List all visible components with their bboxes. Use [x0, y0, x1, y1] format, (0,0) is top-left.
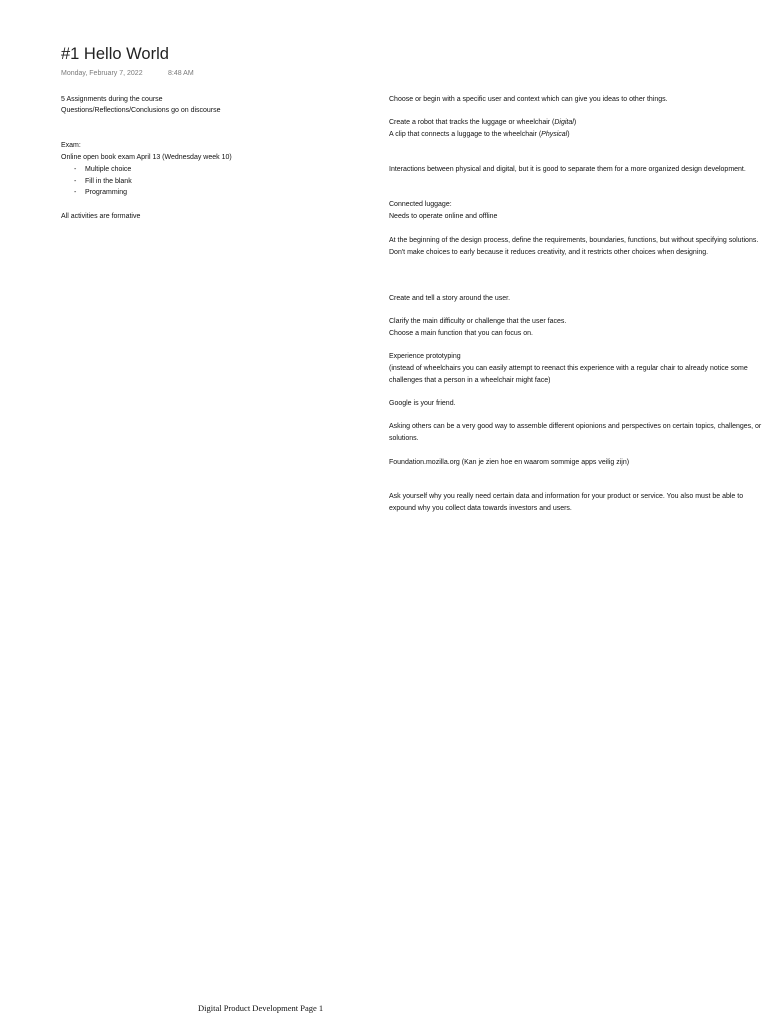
exam-type-label: Fill in the blank: [85, 178, 132, 185]
note-story: Create and tell a story around the user.: [389, 295, 511, 302]
note-wheelchair-reenact: (instead of wheelchairs you can easily attempt to reenact this experience with a regular chair to already notice some challenges that a person in a wheelchair might face): [389, 365, 748, 384]
exam-label: Exam:: [61, 142, 81, 149]
page-date: Monday, February 7, 2022: [61, 70, 143, 77]
note-online-offline: Needs to operate online and offline: [389, 213, 498, 220]
note-robot-text: Create a robot that tracks the luggage or wheelchair (: [389, 119, 555, 126]
note-mozilla: Foundation.mozilla.org (Kan je zien hoe en waarom sommige apps veilig zijn): [389, 459, 630, 466]
exam-type-item: [61, 176, 132, 188]
note-robot: [389, 117, 763, 129]
note-robot-close: ): [573, 119, 577, 126]
bullet-dash: -: [74, 189, 77, 196]
exam-type-item: [61, 164, 131, 176]
formative-note: All activities are formative: [61, 213, 141, 220]
note-experience-prototyping: Experience prototyping: [389, 353, 461, 360]
note-specific-user: Choose or begin with a specific user and context which can give you ideas to other things.: [389, 96, 668, 103]
note-clip-tag: Physical: [541, 131, 568, 138]
exam-detail: Online open book exam April 13 (Wednesday week 10): [61, 154, 232, 161]
note-clip: [389, 129, 763, 141]
exam-type-label: Programming: [85, 189, 128, 196]
note-robot-tag: Digital: [554, 119, 574, 126]
exam-type-label: Multiple choice: [85, 166, 132, 173]
page-footer: Digital Product Development Page 1: [198, 1003, 324, 1013]
page-title: #1 Hello World: [61, 45, 169, 63]
bullet-dash: -: [74, 166, 77, 173]
note-asking-others: Asking others can be a very good way to assemble different opionions and perspectives on certain topics, challenges, or solutions.: [389, 423, 762, 442]
note-design-process: At the beginning of the design process, define the requirements, boundaries, functions, but without specifying solutions. Don't make choices to early because it reduces creativity, and it restricts other choices when designing.: [389, 237, 759, 256]
note-clip-text: A clip that connects a luggage to the wheelchair (: [389, 131, 542, 138]
note-main-function: Choose a main function that you can focus on.: [389, 330, 533, 337]
note-difficulty: Clarify the main difficulty or challenge that the user faces.: [389, 318, 567, 325]
note-connected-luggage: Connected luggage:: [389, 201, 452, 208]
note-clip-close: ): [567, 131, 570, 138]
page-time: 8:48 AM: [168, 70, 194, 77]
assignments-note: 5 Assignments during the course: [61, 96, 163, 103]
exam-type-item: [61, 187, 127, 199]
note-interactions: Interactions between physical and digital, but it is good to separate them for a more organized design development.: [389, 166, 746, 173]
bullet-dash: -: [74, 178, 77, 185]
note-google: Google is your friend.: [389, 400, 456, 407]
discourse-note: Questions/Reflections/Conclusions go on discourse: [61, 107, 221, 114]
note-data-reasons: Ask yourself why you really need certain data and information for your product or service. You also must be able to expound why you collect data towards investors and users.: [389, 493, 744, 512]
